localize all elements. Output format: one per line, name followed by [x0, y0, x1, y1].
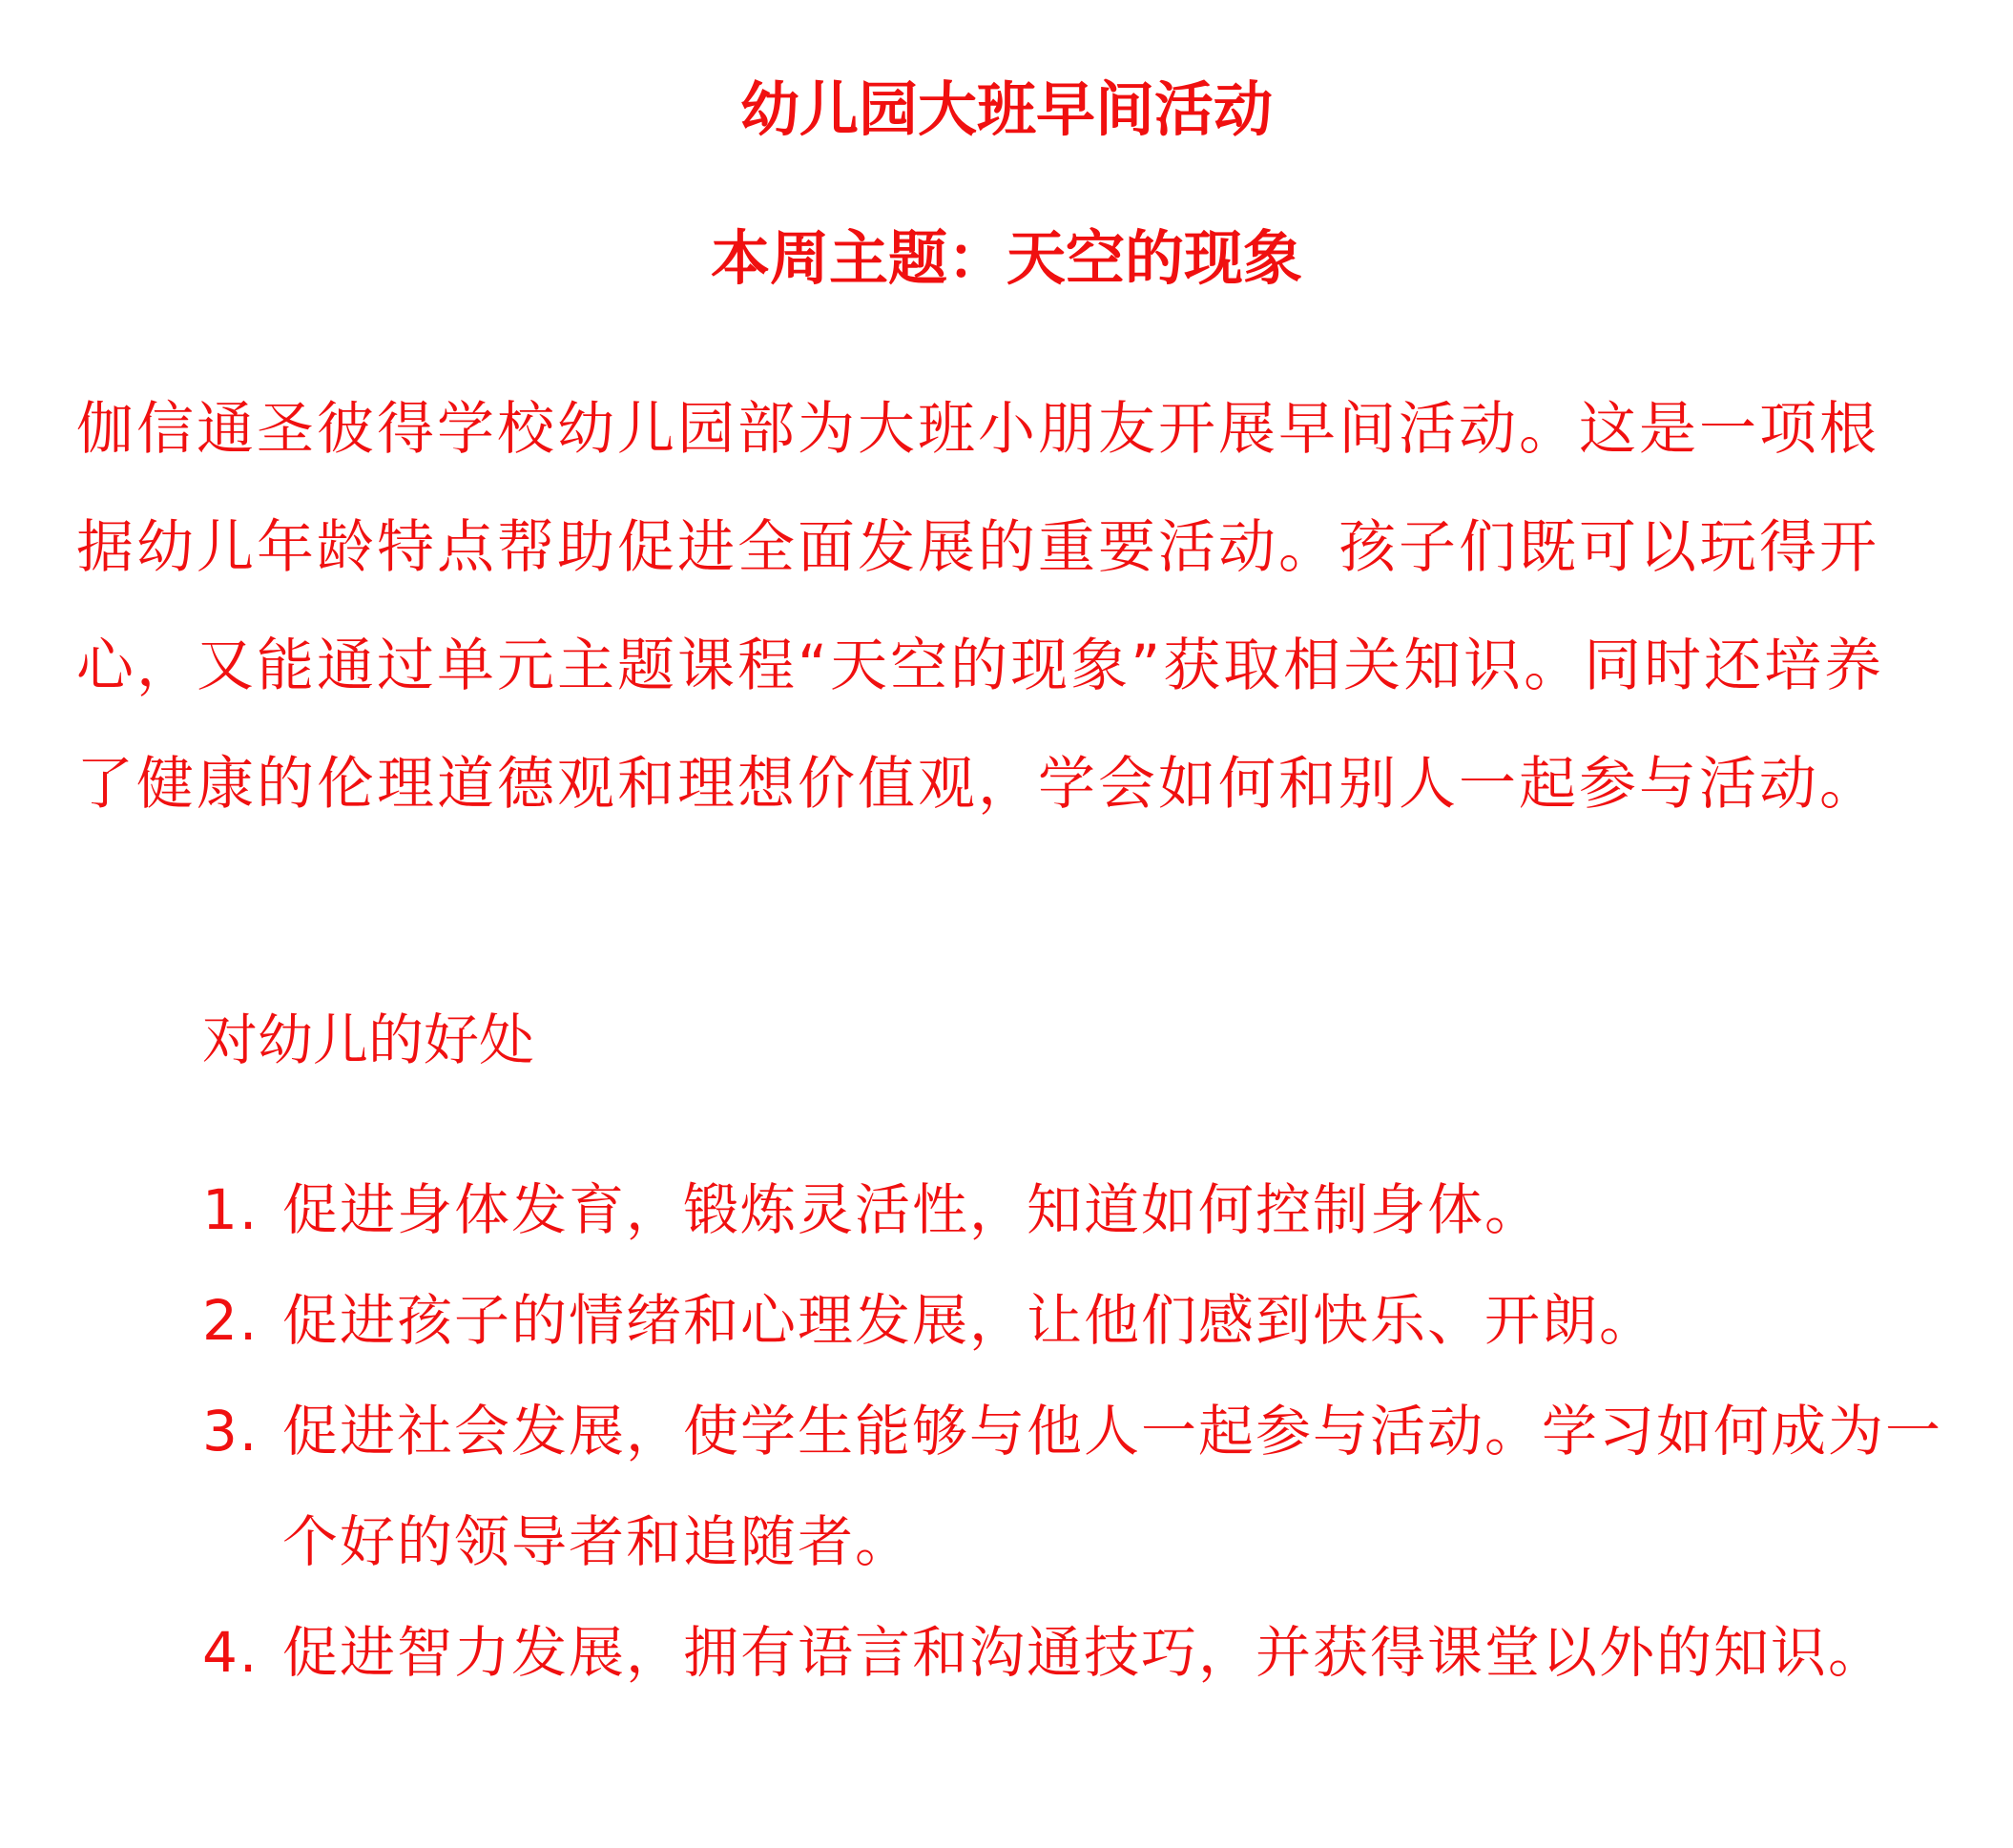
list-item	[202, 1376, 1948, 1597]
list-item-text: 促进智力发展，拥有语言和沟通技巧，并获得课堂以外的知识。	[282, 1620, 1886, 1685]
list-item-number: 2.	[202, 1288, 259, 1353]
list-item-number: 3.	[202, 1399, 259, 1464]
document-subtitle: 本周主题：天空的现象	[710, 223, 1302, 293]
benefits-list	[202, 1154, 1948, 1708]
document-title: 幼儿园大班早间活动	[739, 74, 1273, 144]
intro-paragraph: 伽信通圣彼得学校幼儿园部为大班小朋友开展早间活动。这是一项根据幼儿年龄特点帮助促进全面发展的重要活动。孩子们既可以玩得开心，又能通过单元主题课程“天空的现象”获取相关知识。同时还培养了健康的伦理道德观和理想价值观，学会如何和别人一起参与活动。	[76, 396, 1885, 818]
list-item-text: 促进孩子的情绪和心理发展，让他们感到快乐、开朗。	[282, 1288, 1657, 1353]
list-item	[202, 1154, 1948, 1265]
list-item-text: 促进身体发育，锻炼灵活性，知道如何控制身体。	[282, 1177, 1543, 1242]
benefits-heading: 对幼儿的好处	[202, 1007, 535, 1072]
list-item	[202, 1597, 1948, 1708]
list-item-number: 4.	[202, 1620, 259, 1685]
list-item	[202, 1265, 1948, 1376]
list-item-text: 促进社会发展，使学生能够与他人一起参与活动。学习如何成为一个好的领导者和追随者。	[282, 1399, 1943, 1574]
list-item-number: 1.	[202, 1177, 259, 1242]
